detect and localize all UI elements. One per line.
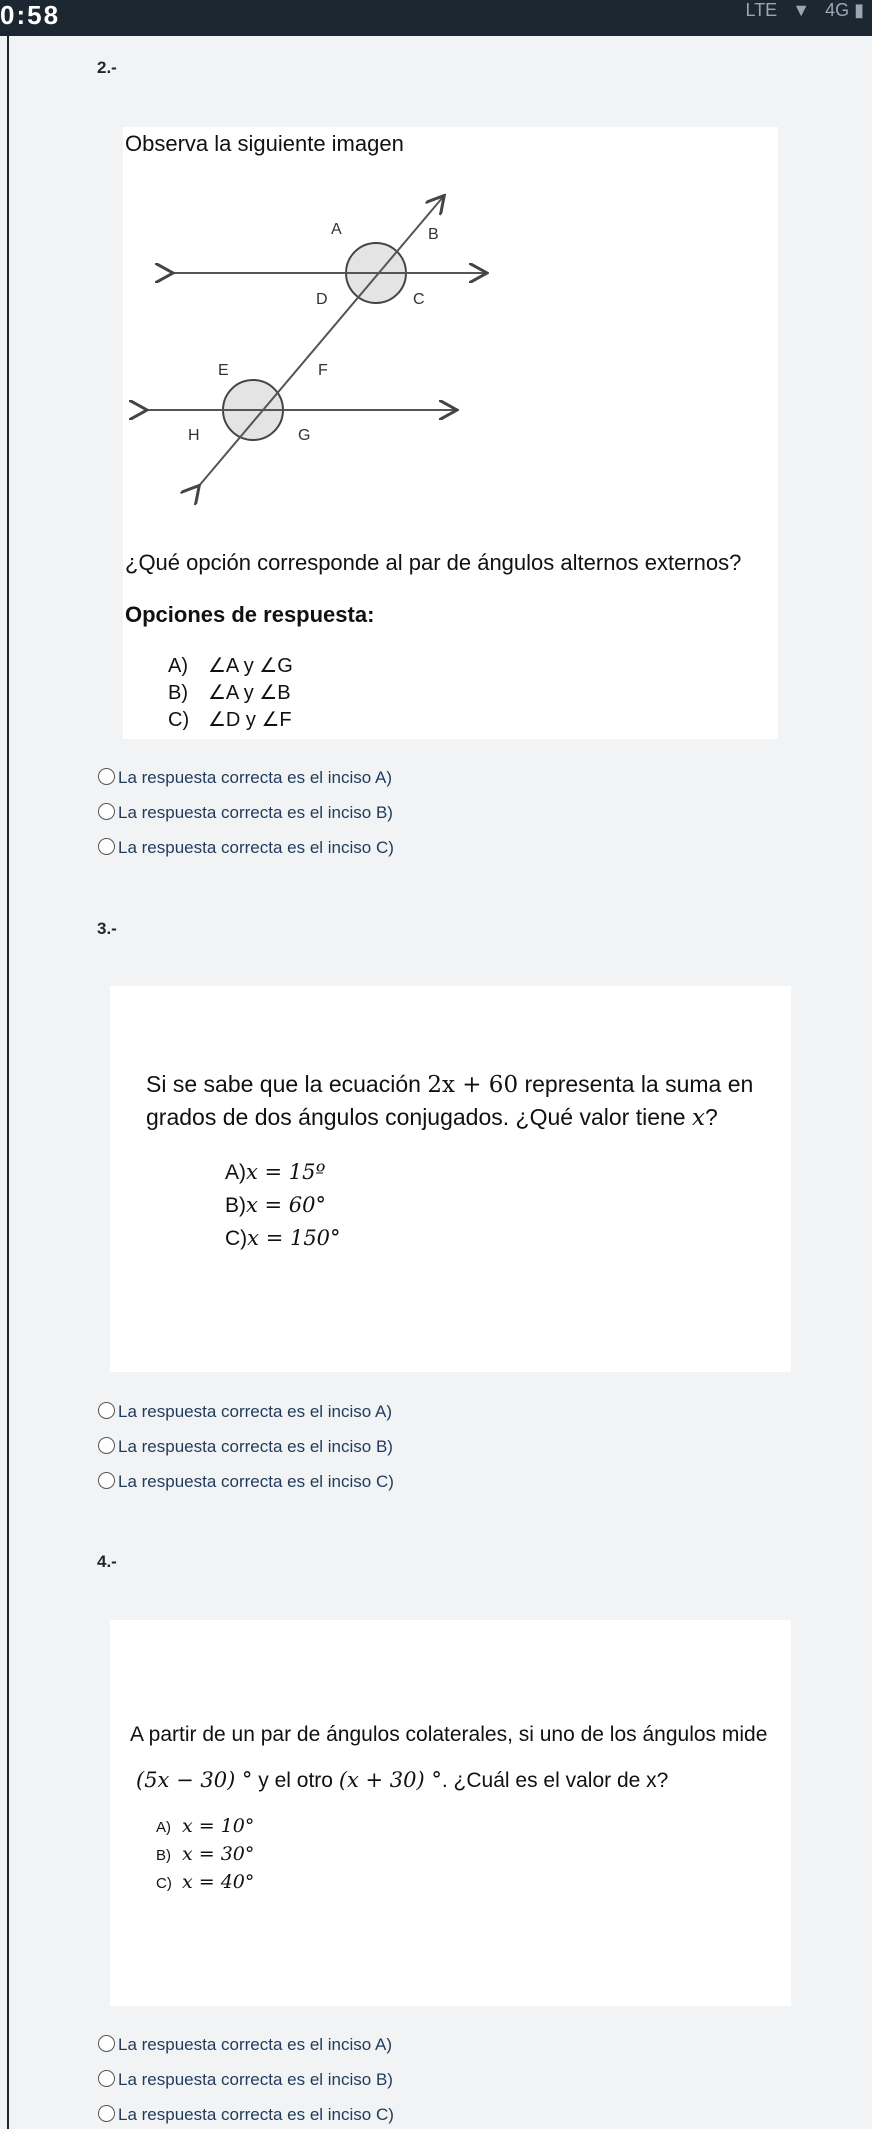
label-B: B: [428, 226, 439, 243]
radio-icon[interactable]: [98, 838, 115, 855]
question-text: Si se sabe que la ecuación 2x + 60 representa la suma en grados de dos ángulos conjugados. ¿Qué valor tiene x?: [146, 1071, 754, 1131]
choice-c: C) ∠D y ∠F: [168, 709, 292, 731]
label-C: C: [413, 291, 425, 308]
left-border: [7, 36, 9, 2129]
transversal-diagram: [123, 187, 503, 607]
radio-icon[interactable]: [98, 1437, 115, 1454]
radio-icon[interactable]: [98, 1402, 115, 1419]
choice-list: [225, 1156, 341, 1255]
question-card-4: [110, 1620, 791, 2006]
question-number-4: 4.-: [97, 1552, 117, 1571]
radio-icon[interactable]: [98, 1472, 115, 1489]
question-card-2: [123, 127, 778, 739]
label-F: F: [318, 362, 328, 379]
status-network: [746, 0, 864, 21]
choice-a: A)x = 15º: [225, 1160, 326, 1184]
answer-option-3c[interactable]: La respuesta correcta es el inciso C): [98, 1472, 394, 1492]
transversal-line: [198, 197, 443, 487]
choice-c: C)x = 150°: [225, 1226, 341, 1250]
radio-icon[interactable]: [98, 2070, 115, 2087]
answer-option-3a[interactable]: La respuesta correcta es el inciso A): [98, 1402, 392, 1422]
answer-option-4c[interactable]: La respuesta correcta es el inciso C): [98, 2105, 394, 2125]
label-A: A: [331, 221, 342, 238]
radio-icon[interactable]: [98, 803, 115, 820]
options-title: Opciones de respuesta:: [125, 602, 375, 627]
answer-option-3b[interactable]: La respuesta correcta es el inciso B): [98, 1437, 393, 1457]
choice-a: A) x = 10°: [156, 1815, 255, 1837]
status-time: 0:58: [0, 0, 61, 30]
choice-c: C) x = 40°: [156, 1871, 255, 1893]
lte-indicator: LTE: [745, 0, 778, 20]
question-number-2: 2.-: [97, 58, 117, 77]
answer-option-2c[interactable]: La respuesta correcta es el inciso C): [98, 838, 394, 858]
question-number-3: 3.-: [97, 919, 117, 938]
question-text-2: (5x − 30) ° y el otro (x + 30) °. ¿Cuál es el valor de x?: [136, 1768, 669, 1792]
question-text: A partir de un par de ángulos colaterales, si uno de los ángulos mide: [130, 1723, 768, 1746]
question-text: ¿Qué opción corresponde al par de ángulos alternos externos?: [125, 550, 742, 575]
radio-icon[interactable]: [98, 2035, 115, 2052]
choice-b: B) x = 30°: [156, 1843, 255, 1865]
answer-option-2b[interactable]: La respuesta correcta es el inciso B): [98, 803, 393, 823]
label-D: D: [316, 291, 328, 308]
choice-a: A) ∠A y ∠G: [168, 655, 293, 677]
choice-b: B)x = 60°: [225, 1193, 327, 1217]
choice-list: [156, 1813, 254, 1897]
label-E: E: [218, 362, 229, 379]
label-G: G: [298, 427, 311, 444]
radio-icon[interactable]: [98, 2105, 115, 2122]
choice-b: B) ∠A y ∠B: [168, 682, 291, 704]
answer-option-4a[interactable]: La respuesta correcta es el inciso A): [98, 2035, 392, 2055]
wifi-icon: ▼: [792, 0, 811, 20]
battery-icon: ▮: [854, 0, 864, 20]
status-bar: [0, 0, 872, 36]
question-intro: Observa la siguiente imagen: [125, 131, 404, 156]
answer-option-4b[interactable]: La respuesta correcta es el inciso B): [98, 2070, 393, 2090]
answer-option-2a[interactable]: La respuesta correcta es el inciso A): [98, 768, 392, 788]
net-indicator: 4G: [825, 0, 850, 20]
label-H: H: [188, 427, 200, 444]
radio-icon[interactable]: [98, 768, 115, 785]
choice-list: [168, 653, 293, 734]
question-card-3: [110, 986, 791, 1372]
